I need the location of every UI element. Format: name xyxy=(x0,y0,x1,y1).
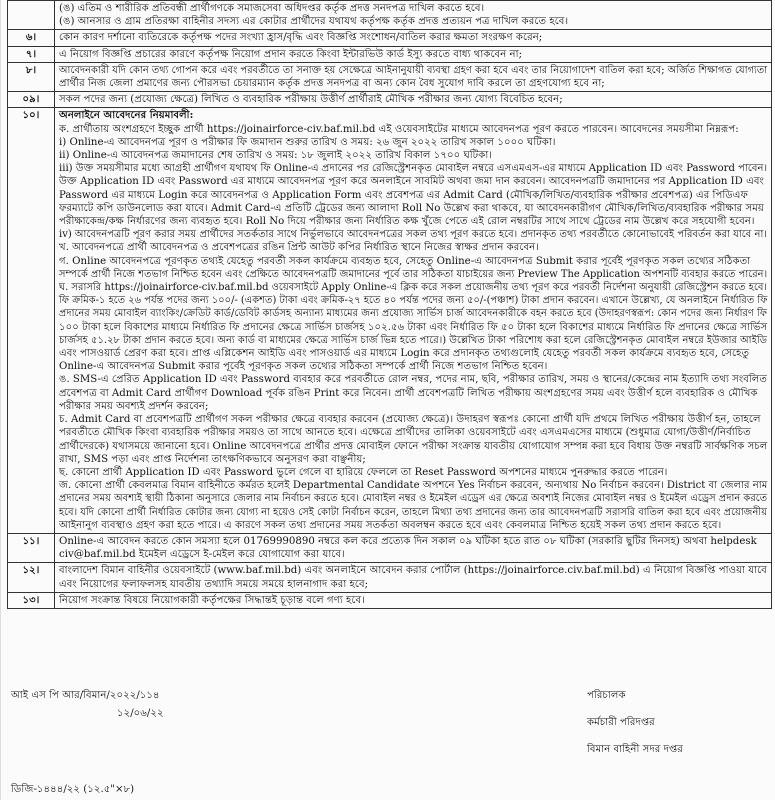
notice-row xyxy=(8,563,772,592)
clause-number: ১১। xyxy=(8,533,55,562)
clause-line: প্রার্থীদেরকে) যথাসময়ে জানানো হবে। Online আবেদনপত্রে প্রার্থীর প্রদত্ত মোবাইল ফোনে পরীক্ষা সংক্রান্ত যাবতীয় যোগাযোগ সম্পন্ন করা হবে বিধায় উক্ত নম্বরটি সার্বক্ষণিক সচল xyxy=(59,440,768,452)
clause-line: ফরম্যাটে কপি ডাউনলোড করা যাবে। Admit Card-এ প্রতিটি ট্রেডের জন্য আলাদা Roll No উল্লেখ করা থাকবে, যা আবেদনকারীগণ মৌখিক/লিখিত/ব্যবহারিক পরীক্ষার সময় xyxy=(59,202,764,214)
clause-line: (ঙ) এতিম ও শারীরিক প্রতিবন্ধী প্রার্থীগণকে সমাজসেবা অধিদপ্তর কর্তৃক প্রদত্ত সনদপত্র দাখিল করতে হবে। xyxy=(59,3,485,14)
clause-text xyxy=(55,592,772,608)
notice-row xyxy=(8,46,772,62)
clause-number xyxy=(8,1,55,30)
clause-line: (ঙ) আনসার ও গ্রাম প্রতিরক্ষা বাহিনীর সদস্য এর কোটার প্রার্থীদের যথাযথ কর্তৃপক্ষ কর্তৃক প্রদত্ত প্রত্যয়ন পত্র দাখিল করতে হবে। xyxy=(59,16,569,28)
clause-text xyxy=(55,563,772,592)
clause-text xyxy=(55,46,772,62)
clause-line: এবং পাসওয়ার্ড প্রেরণ করা হবে। প্রাপ্ত এপ্লিকেশন আইডি এবং পাসওয়ার্ড এর মাধ্যমে Login করে প্রদানকৃত তথ্যগুলোই যেহেতু পরবর্তী সকল কার্যক্রমে ব্যবহৃত হবে, সেহেতু xyxy=(59,348,750,360)
clause-number: ৮। xyxy=(8,62,55,91)
clause-line: Online-এ আবেদন করতে কোন সমস্যা হলে 01769990890 নম্বরে কল করে প্রত্যেক দিন সকাল ০৯ ঘটিকা হতে রাত ০৮ ঘটিকা (সরকারি ছুটির দিনসহ) অথবা helpdesk xyxy=(59,535,757,547)
clause-text xyxy=(55,92,772,108)
dg-number: ডিজি-১৪৪৪/২২ (১২.৫"×৮) xyxy=(11,784,135,795)
signature-block xyxy=(587,689,767,756)
clause-line: ছ. কোনো প্রার্থী Application ID এবং Password ভুলে গেলে বা হারিয়ে ফেললে তা Reset Password অপশনের মাধ্যমে পুনরুদ্ধার করতে পারেন। xyxy=(59,466,668,478)
clause-line: সম্পর্কে প্রার্থী নিজে শতভাগ নিশ্চিত হবেন এবং প্রেক্ষিতে আবেদনপত্রটি জমাদানের পূর্বে তার সঠিকতা যাচাইয়ের জন্য Preview The Application অপশনটি ব্যবহার করতে পারেন। xyxy=(59,268,768,280)
clause-line: সকল পদের জন্য (প্রযোজ্য ক্ষেত্রে) লিখিত ও ব্যবহারিক পরীক্ষায় উত্তীর্ণ প্রার্থীরাই মৌখিক পরীক্ষার জন্য যোগ্য বিবেচিত হবেন; xyxy=(59,94,563,106)
clause-line: হবে। যদি কোনো প্রার্থী নির্ধারিত কোটার জন্য যোগ্য না হয়েও সেই কোটা নির্বাচন করেন, তাহলে মিথ্যা তথ্য প্রদানের জন্য তার আবেদনপত্রটি সরাসরি বাতিল করা হবে এবং প্রয়োজনীয় xyxy=(59,506,768,518)
clause-line: iv) আবেদনপত্রটি পূরণ করার সময় প্রার্থীদের সতর্কতার সাথে নির্ভুলভাবে আবেদনপত্রের সকল তথ্য পূরণ করতে হবে। প্রদানকৃত তথ্য পরবর্তীতে কোনোভাবেই পরিবর্তন করা যাবে না। xyxy=(59,229,767,241)
clause-line: ঘ. সরাসরি https://joinairforce-civ.baf.mil.bd ওয়েবসাইটে Apply Online-এ ক্লিক করে সকল প্রয়োজনীয় তথ্য পূরণ করে পরবর্তী নির্দেশনা অনুযায়ী রেজিস্ট্রেশন করতে হবে। xyxy=(59,282,768,294)
notice-row xyxy=(8,533,772,562)
clause-line: আইনানুগ ব্যবস্থাও গ্রহণ করা হতে পারে। এ কারণে সকল তথ্য প্রদানের সময় সতর্কতা অবলম্বন করতে হবে এবং কেবলমাত্র নিশ্চিত হয়েই সকল তথ্য প্রদান করতে হবে। xyxy=(59,519,722,531)
clause-number: ১২। xyxy=(8,563,55,592)
clause-text xyxy=(55,62,772,91)
notice-row xyxy=(8,108,772,534)
clause-text xyxy=(55,30,772,46)
clause-line: ১০০ টাকা হলে বিকাশের মাধ্যমে নির্ধারিত ফি প্রদানের ক্ষেত্রে সার্ভিস চার্জসহ ১০২.৫৬ টাকা এবং নির্ধারিত ফি ৫০ টাকা হলে বিকাশের মাধ্যমে নির্ধারিত ফি প্রদানের ক্ষেত্রে সার্ভিস xyxy=(59,321,768,333)
notice-footer xyxy=(7,683,772,797)
clause-number: ১৩। xyxy=(8,592,55,608)
clause-line: civ@baf.mil.bd ইমেইল এড্রেসে ই-মেইল করে যোগাযোগ করা যাবে। xyxy=(59,549,345,561)
memo-number: আই এস পি আর/বিমান/২০২২/১১৪ xyxy=(11,690,160,701)
clause-line: Password এর মাধ্যমে Login করে আবেদনপত্র ও Application Form এবং প্রবেশপত্র এর Admit Card (মৌখিক/লিখিত/ব্যবহারিক পরীক্ষার প্রবেশপত্র) এর পিডিএফ xyxy=(59,189,748,201)
clause-line: এবং নিয়োগের ফলাফলসহ যাবতীয় তথ্যাদি সময়ে সময়ে হালনাগাদ করা হবে; xyxy=(59,578,369,590)
clause-number: ০৯। xyxy=(8,92,55,108)
clause-line: খ. আবেদনপত্রে প্রার্থী আবেদনপত্র ও প্রবেশপত্রের রঙিন প্রিন্ট আউট কপির নির্ধারিত স্থানে নিজের স্বাক্ষর প্রদান করবেন। xyxy=(59,242,539,254)
signatory-title: পরিচালক xyxy=(587,690,626,701)
clause-text xyxy=(55,108,772,534)
clause-line: ii) Online-এ আবেদনপত্র জমাদানের শেষ তারিখ ও সময়: ১৮ জুলাই ২০২২ তারিখ বিকাল ১৭০০ ঘটিকা। xyxy=(59,150,492,162)
clause-line: রাখা, SMS পড়া এবং প্রাপ্ত নির্দেশনা তাৎক্ষণিকভাবে অনুসরণ করা বাঞ্ছনীয়; xyxy=(59,453,366,465)
notice-table xyxy=(7,0,772,609)
notice-row xyxy=(8,30,772,46)
clause-number: ৬। xyxy=(8,30,55,46)
clause-number: ১০। xyxy=(8,108,55,534)
notice-row xyxy=(8,592,772,608)
clause-line: বাংলাদেশ বিমান বাহিনীর ওয়েবসাইটে (www.baf.mil.bd) এবং অনলাইনে আবেদন করার পোর্টাল (https://joinairforce.civ.baf.mil.bd) এ নিয়োগ বিজ্ঞপ্তি পাওয়া যাবে xyxy=(59,565,767,577)
clause-line: প্রবেশপত্র বা Admit Card প্রার্থীগণ Download পূর্বক রঙিন Print করে নিবেন। প্রার্থী প্রবেশপত্রটি লিখিত পরীক্ষায় অংশগ্রহণের সময় এবং উত্তীর্ণ হলে ব্যবহারিক ও মৌখিক xyxy=(59,387,758,399)
clause-line: Online-এ আবেদনপত্র Submit করার পূর্বেই পূরণকৃত সকল তথ্যের সঠিকতা সম্পর্কে প্রার্থী নিজে শতভাগ নিশ্চিত হবেন। xyxy=(59,361,548,373)
clause-line: জ. কোনো প্রার্থী কেবলমাত্র বিমান বাহিনীতে কর্মরত হলেই Departmental Candidate অপশনে Yes নির্বাচন করবেন, অন্যথায় No নির্বাচন করবেন। District বা জেলার নাম xyxy=(59,480,768,492)
notice-row xyxy=(8,62,772,91)
clause-line: i) Online-এ আবেদনপত্র পূরণ ও পরীক্ষার ফি জমাদান শুরুর তারিখ ও সময়: ২৬ জুন ২০২২ তারিখ সকাল ১০০০ ঘটিকা। xyxy=(59,136,556,148)
clause-line: উক্ত Application ID এবং Password এর মাধ্যমে আবেদনপত্র পূরণ করে অনলাইনে সাবমিট অথবা জমা দান করবেন। আবেদনপত্রটি জমাদানের পর Application ID এবং xyxy=(59,176,764,188)
clause-line: পরীক্ষার সময় অবশ্যই প্রদর্শন করবেন; xyxy=(59,400,209,412)
clause-line: পরবর্তীতে মৌখিক কিংবা ব্যবহারিক পরীক্ষার সময়ও তা সাথে আনতে হবে। এক্ষেত্রে প্রার্থীদের তালিকা ওয়েবসাইটে এবং এসএমএসের মাধ্যমে (শুধুমাত্র যোগ্য/উত্তীর্ণ/নির্বাচিত xyxy=(59,427,751,439)
clause-line: প্রদানের সময় অবশ্যই স্থায়ী ঠিকানা অনুসারে জেলার নাম নির্বাচন করতে হবে। মোবাইল নম্বর ও ইমেইল এড্রেস এর ক্ষেত্রে অবশ্যই নিজের মোবাইল নম্বর ও ইমেইল এড্রেস প্রদান করতে xyxy=(59,493,768,505)
clause-line: কোন কারণ দর্শানো ব্যতিরেকে কর্তৃপক্ষ পদের সংখ্যা হ্রাস/বৃদ্ধি এবং বিজ্ঞপ্তি সংশোধন/বাতিল করার ক্ষমতা সংরক্ষণ করেন; xyxy=(59,32,543,44)
clause-line: প্রদানের সময় মোবাইল ব্যাংকিং/ক্রেডিট কার্ড/ডেবিট কার্ডসহ অন্যান্য মাধ্যমের জন্য প্রযোজ্য সার্ভিস চার্জ আবেদনকারীকে বহন করতে হবে (উদাহরণস্বরূপ: কোন পদের জন্য নির্ধারণ ফি xyxy=(59,308,768,320)
clause-line: ঙ. SMS-এ প্রেরিত Application ID এবং Password ব্যবহার করে পরবর্তীতে রোল নম্বর, পদের নাম, ছবি, পরীক্ষার তারিখ, সময় ও স্থানের/কেন্দ্রের নাম ইত্যাদি তথ্য সংবলিত xyxy=(59,374,767,386)
clause-line: iii) উক্ত সময়সীমার মধ্যে আগ্রহী প্রার্থীগণ যথাযথ ফি Online-এ প্রদানের পর রেজিস্ট্রেশনকৃত মোবাইল নম্বরে এসএমএস-এর মাধ্যমে Application ID এবং Password পাবেন। xyxy=(59,163,768,175)
clause-line: ফি ক্রমিক-১ হতে ২৬ পর্যন্ত পদের জন্য ১০০/- (একশত) টাকা এবং ক্রমিক-২৭ হতে ৪০ পর্যন্ত পদের জন্য ৫০/-(পঞ্চাশ) টাকা প্রদান করবেন। এখানে উল্লেখ্য, যে অনলাইনে নির্ধারিত ফি xyxy=(59,295,768,307)
clause-text xyxy=(55,1,772,30)
clause-line: এ নিয়োগ বিজ্ঞপ্তি প্রচারের কারণে কর্তৃপক্ষ নিয়োগ প্রদান করতে কিংবা ইন্টারভিউ কার্ড ইস্যু করতে বাধ্য থাকবেন না; xyxy=(59,48,522,60)
signatory-department: কর্মচারী পরিদপ্তর xyxy=(587,717,655,728)
clause-text xyxy=(55,533,772,562)
clause-number: ৭। xyxy=(8,46,55,62)
clause-line: চার্জসহ ৫১.২৮ টাকা প্রদান করতে হবে। অন্য কার্ড বা মাধ্যমের ক্ষেত্রে সার্ভিস চার্জ ভিন্ন হতে পারে।) উল্লেখিত টাকা পরিশোধ করা হলে রেজিস্ট্রেশনকৃত মোবাইল নম্বরে ইউজার আইডি xyxy=(59,334,768,346)
clause-line: প্রার্থীর নিজ জেলা প্রমাণের জন্য পৌরসভা চেয়ারম্যান কর্তৃক প্রদত্ত সনদপত্র বা অন্য কোন বৈধ সুযোগ দাবি করলে তা গ্রহণযোগ্য হবে না; xyxy=(59,78,605,90)
clause-line: ক. প্রার্থীতায় অংশগ্রহণে ইচ্ছুক প্রার্থী https://joinairforce-civ.baf.mil.bd এই ওয়েবসাইটের মাধ্যমে আবেদনপত্র পূরণ করতে পারবেন। আবেদনের সময়সীমা নিম্নরূপ: xyxy=(59,123,739,135)
clause-line: আবেদনকারী যদি কোন তথ্য গোপন করে এবং পরবর্তীতে তা সনাক্ত হয় সেক্ষেত্রে আইনানুযায়ী ব্যবস্থা গ্রহণ করা হবে এবং তার নিয়োগাদেশ বাতিল করা হবে; অর্জিত শিক্ষাগত যোগ্যতা xyxy=(59,64,768,76)
clause-heading: অনলাইনে আবেদনের নিয়মাবলী: xyxy=(59,109,194,122)
memo-date: ১২/০৬/২২ xyxy=(117,708,164,719)
clause-line: নিয়োগ সংক্রান্ত বিষয়ে নিয়োগকারী কর্তৃপক্ষের সিদ্ধান্তই চূড়ান্ত বলে গণ্য হবে। xyxy=(59,594,365,606)
clause-line: পরীক্ষাকেন্দ্র/কক্ষ নির্ধারণের জন্য ব্যবহৃত হবে। Roll No দিয়ে পরীক্ষার জন্য নির্ধারিত কক্ষ খুঁজে পেতে এই রোল নম্বরটির সাথে সাথে ট্রেডের নাম উল্লেখ করে সহযোগী হবেন। xyxy=(59,216,755,228)
notice-row xyxy=(8,1,772,30)
notice-row xyxy=(8,92,772,108)
clause-line: গ. Online আবেদনপত্রে পূরণকৃত তথ্যই যেহেতু পরবর্তী সকল কার্যক্রমে ব্যবহৃত হবে, সেহেতু Online-এ আবেদনপত্র Submit করার পূর্বেই পূরণকৃত সকল তথ্যের সঠিকতা xyxy=(59,255,751,267)
signatory-office: বিমান বাহিনী সদর দপ্তর xyxy=(587,744,683,755)
clause-line: চ. Admit Card বা প্রবেশপত্রটি প্রার্থীগণ সকল পরীক্ষার ক্ষেত্রে ব্যবহার করবেন (প্রযোজ্য ক্ষেত্রে)। উদাহরণ স্বরূপঃ কোনো প্রার্থী যদি প্রথমে লিখিত পরীক্ষায় উত্তীর্ণ হন, তাহলে xyxy=(59,414,761,426)
